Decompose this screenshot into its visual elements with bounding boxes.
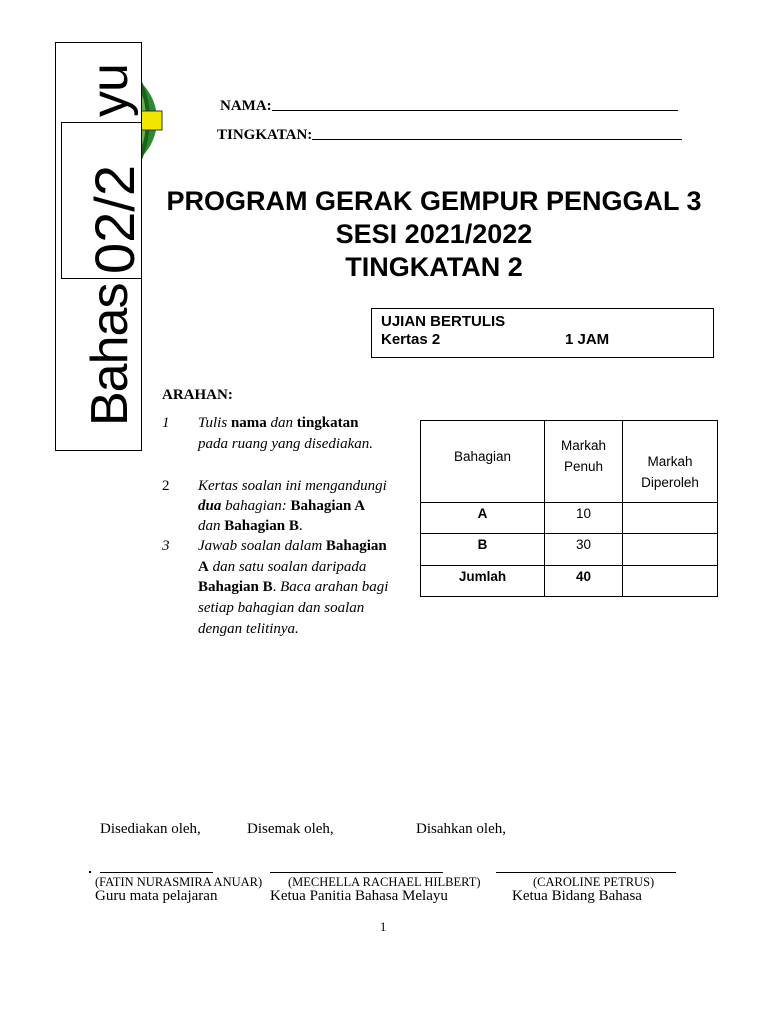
instruction-keyword: dua [198,498,222,514]
obtained-marks-cell [623,534,718,566]
header-cell-obtained-marks [623,421,718,503]
full-marks-value: 10 [575,506,592,521]
title-form: TINGKATAN 2 [345,252,523,282]
instruction-text: pada ruang yang disediakan. [198,436,373,452]
page-title [134,185,734,284]
page-number: 1 [380,920,387,934]
instruction-number: 2 [162,478,170,494]
instruction-line [198,536,387,556]
subject-name-upper: yu [81,64,139,117]
full-marks-cell [545,503,623,534]
instruction-line [198,598,364,618]
header-label: Markah [560,438,606,453]
instruction-text: dan [198,518,225,534]
class-blank-line [312,139,682,140]
instruction-text: dengan telitinya. [198,621,299,637]
signature-line [496,872,676,873]
instruction-punctuation: . [298,518,303,534]
obtained-marks-cell [623,503,718,534]
full-marks-cell [545,534,623,566]
paper-info-box [371,308,714,358]
instruction-line [198,496,365,516]
signatory-name: (FATIN NURASMIRA ANUAR) [95,875,263,889]
paper-number: Kertas 2 [381,331,441,348]
instruction-text: Jawab soalan dalam [198,538,326,554]
table-row [421,534,718,566]
instruction-keyword: Bahagian A [290,498,366,514]
header-label: Markah [647,454,693,469]
section-label: B [477,537,488,552]
class-label: TINGKATAN: [217,127,313,143]
name-field [220,98,678,115]
header-label: Bahagian [453,449,512,464]
signature-role-checked: Disemak oleh, [247,821,334,837]
instruction-punctuation: . [272,579,277,595]
signatory-name: (MECHELLA RACHAEL HILBERT) [288,875,481,889]
instruction-text: setiap bahagian dan soalan [198,600,365,616]
instruction-text: Kertas soalan ini mengandungi [198,478,387,494]
signature-line [270,872,443,873]
instruction-line [198,557,366,577]
instruction-text: Tulis [198,415,231,431]
instruction-line [198,434,373,454]
header-label: Diperoleh [641,475,699,490]
section-label: A [477,506,488,521]
section-cell [421,503,545,534]
instruction-line [198,619,299,639]
section-cell [421,534,545,566]
total-marks-value: 40 [575,569,592,584]
paper-code: 02/2 [83,165,146,274]
title-program: PROGRAM GERAK GEMPUR PENGGAL 3 [166,186,702,216]
instruction-line [198,413,358,433]
name-blank-line [272,110,678,111]
header-cell-full-marks [545,421,623,503]
exam-type: UJIAN BERTULIS [381,313,506,330]
signatory-position: Ketua Panitia Bahasa Melayu [270,888,448,904]
header-cell-section [421,421,545,503]
total-label: Jumlah [458,569,507,584]
instruction-keyword: tingkatan [296,415,359,431]
table-row-total [421,566,718,597]
name-label: NAMA: [220,98,272,114]
obtained-marks-cell [623,566,718,597]
instruction-number: 1 [162,415,170,431]
instruction-text: dan satu soalan daripada [208,559,367,575]
instruction-text: Baca arahan bagi [276,579,389,595]
instruction-keyword: Bahagian B [224,518,299,534]
table-header-row [421,421,718,503]
full-marks-value: 30 [575,537,592,552]
full-marks-cell [545,566,623,597]
signatory-position: Guru mata pelajaran [95,888,218,904]
signatory-name: (CAROLINE PETRUS) [533,875,655,889]
subject-name-lower: Bahas [81,283,139,426]
instruction-line [198,516,303,536]
instructions-heading: ARAHAN: [162,387,233,403]
marks-table [420,420,718,597]
header-label: Penuh [563,459,604,474]
instruction-keyword: A [198,559,209,575]
signature-role-prepared: Disediakan oleh, [100,821,201,837]
class-field [217,127,682,144]
instruction-keyword: Bahagian B [198,579,273,595]
instruction-line [198,577,388,597]
signatory-position: Ketua Bidang Bahasa [512,888,642,904]
instruction-number: 3 [162,538,170,554]
exam-duration: 1 JAM [565,331,610,348]
title-session: SESI 2021/2022 [335,219,533,249]
signature-role-approved: Disahkan oleh, [416,821,506,837]
stray-dot-mark [89,871,91,873]
instruction-keyword: Bahagian [325,538,387,554]
section-cell [421,566,545,597]
instruction-keyword: nama [230,415,267,431]
instruction-text: dan [266,415,297,431]
instruction-line [198,476,387,496]
table-row [421,503,718,534]
instruction-text: bahagian: [221,498,291,514]
signature-line [100,872,213,873]
